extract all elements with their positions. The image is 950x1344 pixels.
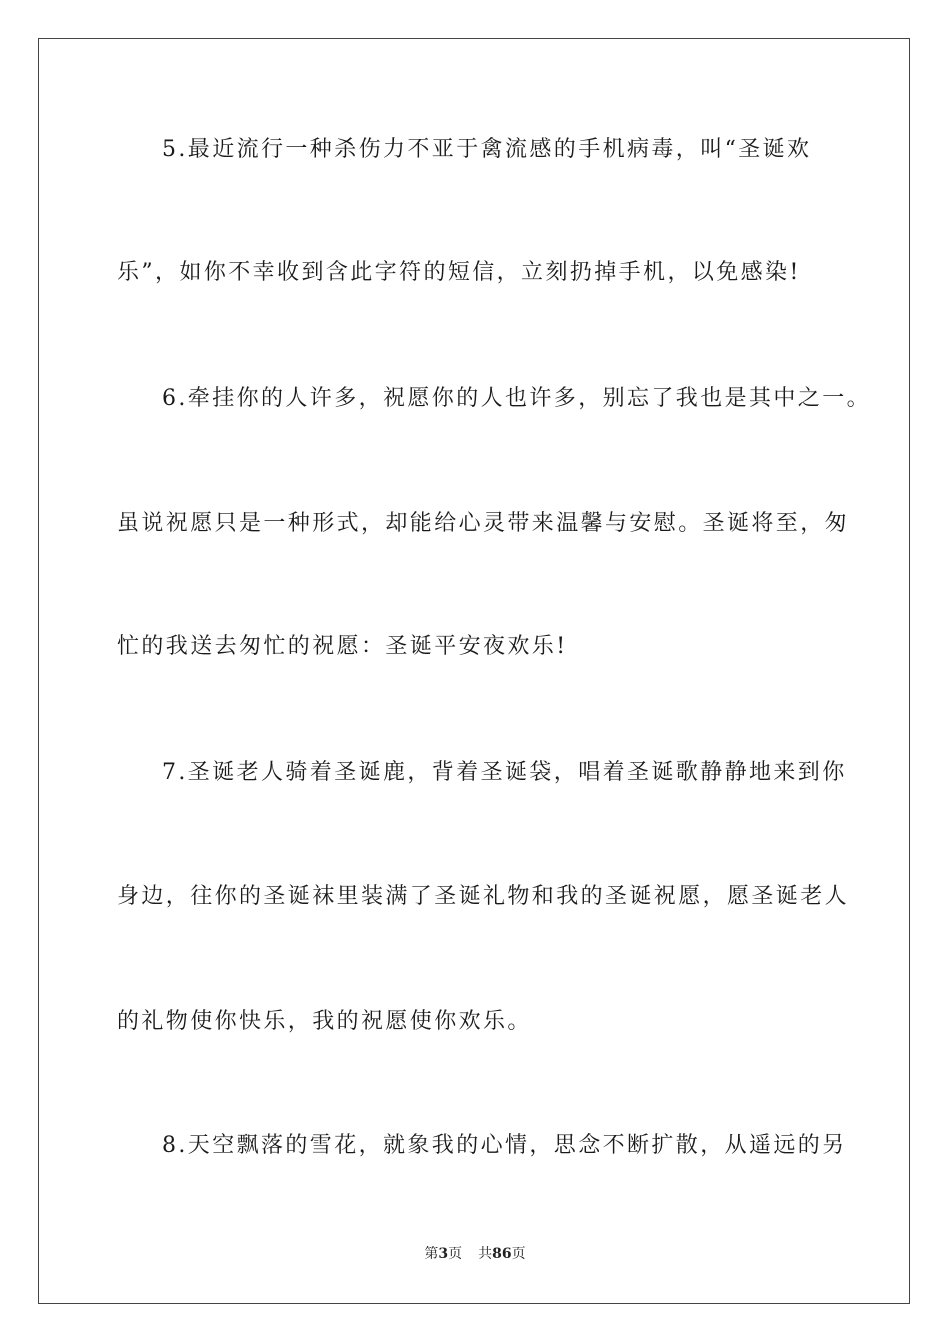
page-footer bbox=[0, 1244, 950, 1264]
page-suffix: 页 bbox=[448, 1246, 463, 1262]
total-page-count: 86 bbox=[492, 1246, 512, 1262]
paragraph-6-line-2: 虽说祝愿只是一种形式，却能给心灵带来温馨与安慰。圣诞将至，匆 bbox=[117, 511, 850, 536]
paragraph-5-line-2: 乐”，如你不幸收到含此字符的短信，立刻扔掉手机，以免感染! bbox=[117, 260, 801, 285]
paragraph-6-line-3: 忙的我送去匆忙的祝愿：圣诞平安夜欢乐! bbox=[117, 634, 568, 659]
current-page-number: 3 bbox=[438, 1246, 449, 1262]
paragraph-5-line-1: 5.最近流行一种杀伤力不亚于禽流感的手机病毒，叫“圣诞欢 bbox=[162, 137, 812, 162]
paragraph-6-line-1: 6.牵挂你的人许多，祝愿你的人也许多，别忘了我也是其中之一。 bbox=[162, 386, 871, 411]
paragraph-8-line-1: 8.天空飘落的雪花，就象我的心情，思念不断扩散，从遥远的另 bbox=[162, 1133, 847, 1158]
paragraph-7-line-3: 的礼物使你快乐，我的祝愿使你欢乐。 bbox=[117, 1009, 532, 1034]
paragraph-7-line-2: 身边，往你的圣诞袜里装满了圣诞礼物和我的圣诞祝愿，愿圣诞老人 bbox=[117, 884, 850, 909]
paragraph-7-line-1: 7.圣诞老人骑着圣诞鹿，背着圣诞袋，唱着圣诞歌静静地来到你 bbox=[162, 760, 847, 785]
page-frame bbox=[38, 38, 910, 1304]
total-prefix: 共 bbox=[478, 1246, 493, 1262]
total-suffix: 页 bbox=[511, 1246, 526, 1262]
page-prefix: 第 bbox=[424, 1246, 439, 1262]
